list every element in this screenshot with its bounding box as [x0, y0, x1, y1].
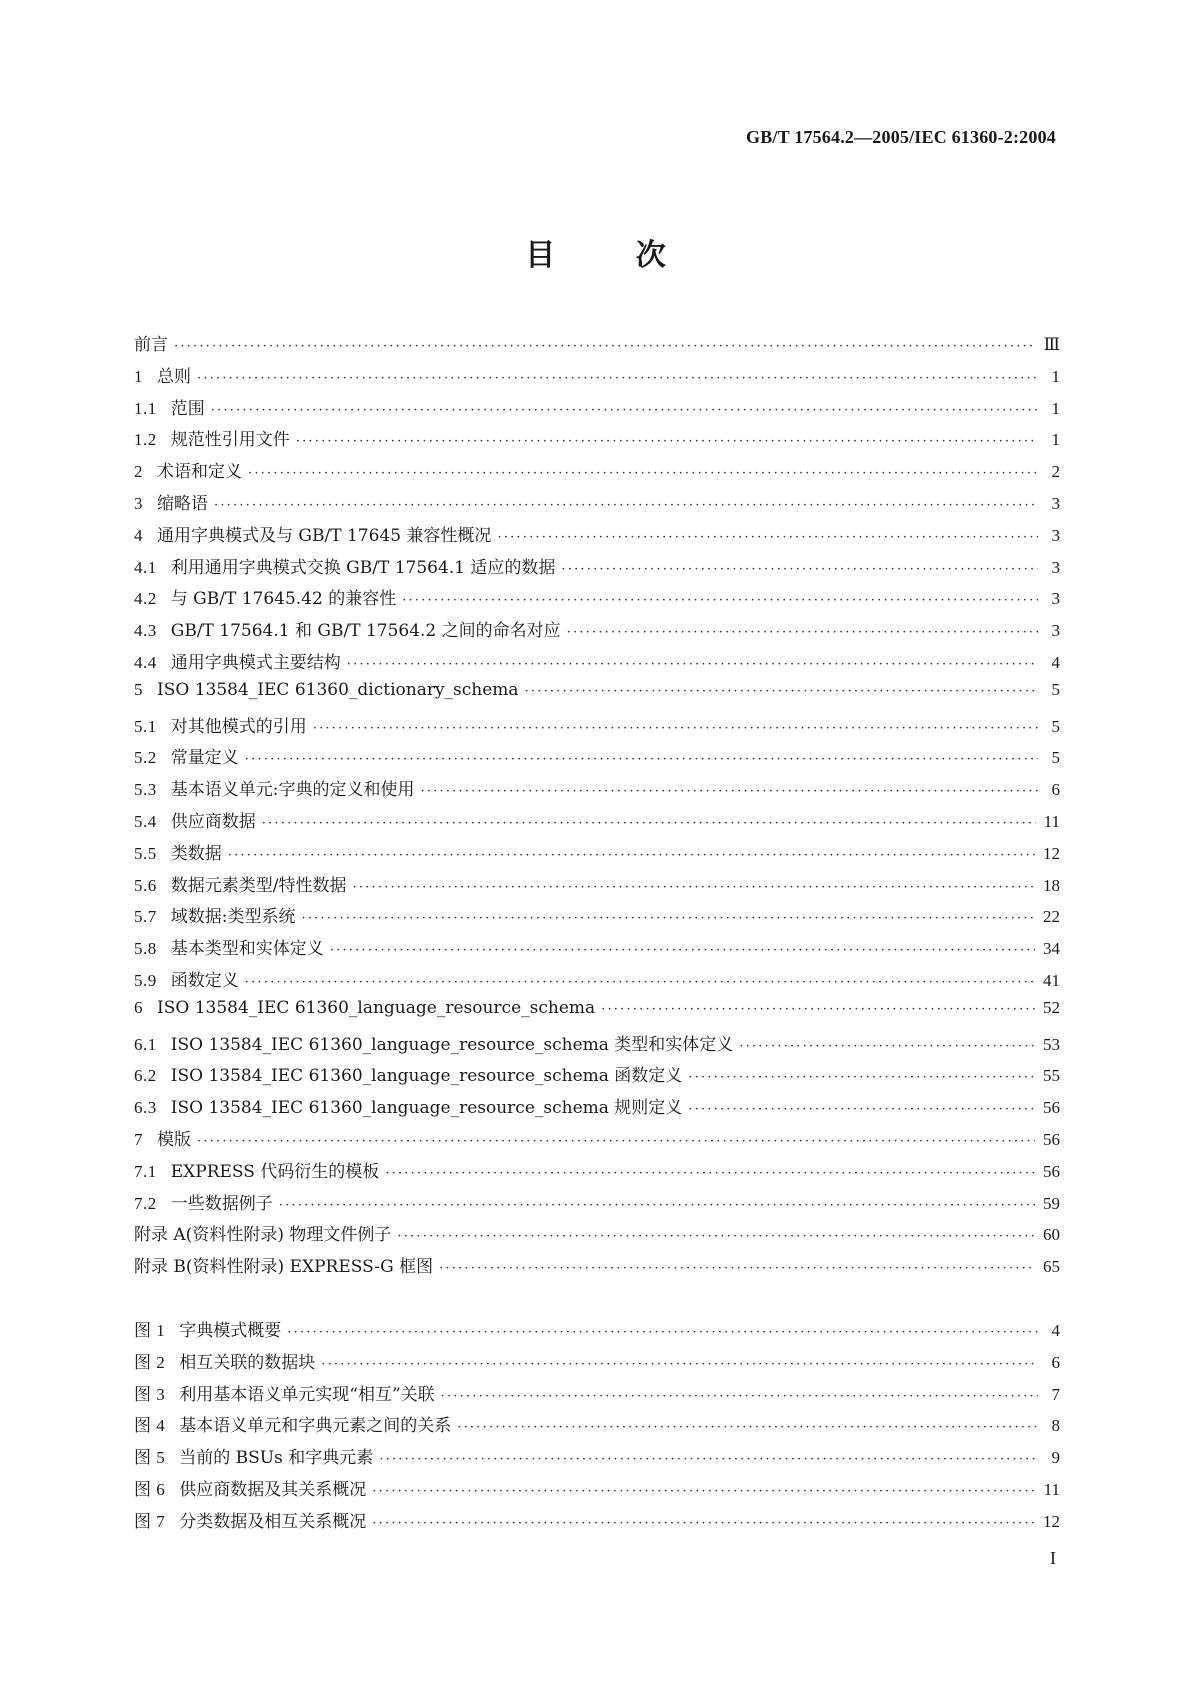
toc-entry[interactable]	[134, 330, 1060, 362]
figure-entry-number: 图 1	[134, 1321, 166, 1340]
figure-entry-page: 8	[1051, 1416, 1060, 1436]
dot-leader	[688, 1070, 1035, 1085]
figure-entry-number: 图 4	[134, 1416, 166, 1436]
toc-entry[interactable]	[134, 966, 1060, 998]
dot-leader	[601, 1002, 1035, 1017]
toc-entry-title: 常量定义	[170, 748, 239, 769]
toc-entry-page: 41	[1043, 970, 1060, 990]
toc-entry[interactable]	[134, 934, 1060, 966]
footer-page-number: I	[1050, 1548, 1056, 1568]
dot-leader	[330, 943, 1035, 958]
toc-entry-number: 2	[134, 462, 143, 482]
figure-entry[interactable]	[134, 1507, 1060, 1539]
toc-entry[interactable]	[134, 712, 1060, 744]
toc-entry-page: 1	[1051, 430, 1060, 450]
toc-entry-title: ISO 13584_IEC 61360_language_resource_schema 函数定义	[170, 1066, 683, 1087]
figure-entry-page: 4	[1051, 1321, 1060, 1340]
standard-code: GB/T 17564.2—2005/IEC 61360-2:2004	[746, 127, 1056, 147]
page-title: 目 次	[525, 238, 666, 273]
dot-leader	[441, 1389, 1038, 1404]
toc-entry-title: 术语和定义	[157, 462, 242, 483]
toc-entry[interactable]	[134, 775, 1060, 807]
toc-entry-number: 6.3	[134, 1098, 157, 1118]
dot-leader	[279, 1198, 1035, 1213]
dot-leader	[228, 848, 1035, 863]
toc-entry[interactable]	[134, 457, 1060, 489]
toc-entry-page: 53	[1043, 1034, 1060, 1054]
toc-entry-page: 5	[1051, 716, 1060, 736]
toc-entry[interactable]	[134, 1220, 1060, 1252]
dot-leader	[567, 625, 1038, 640]
figure-entry[interactable]	[134, 1475, 1060, 1507]
toc-entry[interactable]	[134, 902, 1060, 934]
toc-entry-title: 缩略语	[157, 493, 208, 514]
toc-entry-number: 7	[134, 1129, 143, 1149]
dot-leader	[372, 1484, 1035, 1499]
toc-entry-title: 基本类型和实体定义	[170, 939, 324, 960]
toc-entry[interactable]	[134, 1252, 1060, 1284]
toc-entry-title: 与 GB/T 17645.42 的兼容性	[170, 589, 397, 610]
toc-entry[interactable]	[134, 743, 1060, 775]
toc-entry-title: 供应商数据	[170, 811, 256, 832]
toc-entry-title: 范围	[170, 398, 205, 419]
toc-entry[interactable]	[134, 425, 1060, 457]
toc-entry-number: 4.3	[134, 621, 157, 641]
figure-entry[interactable]	[134, 1348, 1060, 1380]
toc-entry-number: 4.2	[134, 589, 157, 609]
figure-entry-page: 9	[1051, 1448, 1060, 1468]
toc-entry-title: 模版	[157, 1129, 191, 1150]
toc-entry-title: 类数据	[170, 843, 222, 864]
toc-entry-title: 基本语义单元:字典的定义和使用	[170, 780, 415, 801]
dot-leader	[385, 1166, 1035, 1181]
figure-entry-number: 图 6	[134, 1479, 166, 1499]
figure-entry-title: 分类数据及相互关系概况	[179, 1511, 367, 1532]
figure-entry-number: 图 2	[134, 1352, 166, 1372]
figure-entry-title: 供应商数据及其关系概况	[179, 1479, 367, 1500]
toc-entry-number: 4	[134, 525, 143, 545]
toc-entry-number: 3	[134, 493, 143, 513]
dot-leader	[739, 1039, 1035, 1054]
dot-leader	[457, 1420, 1038, 1435]
toc-entry-title: 前言	[134, 335, 168, 355]
toc-entry[interactable]	[134, 1189, 1060, 1221]
toc-entry-title: 对其他模式的引用	[170, 716, 307, 737]
toc-entry-title: 利用通用字典模式交换 GB/T 17564.1 适应的数据	[170, 557, 556, 578]
figure-entry[interactable]	[134, 1380, 1060, 1412]
figure-list	[134, 1316, 1060, 1539]
toc-entry-page: 18	[1043, 875, 1060, 895]
dot-leader	[420, 784, 1038, 799]
toc-entry[interactable]	[134, 1125, 1060, 1157]
dot-leader	[245, 752, 1038, 767]
dot-leader	[245, 975, 1035, 990]
toc-entry-page: 52	[1043, 997, 1060, 1017]
toc-entry-number: 1.2	[134, 430, 157, 450]
dot-leader	[301, 911, 1035, 926]
toc-entry-page: 4	[1051, 652, 1060, 672]
toc-entry-title: 一些数据例子	[170, 1193, 273, 1214]
toc-entry-number: 6	[134, 997, 143, 1017]
toc-entry-title: 附录 B(资料性附录) EXPRESS-G 框图	[134, 1257, 434, 1278]
toc-entry-page: 3	[1051, 525, 1060, 545]
figure-entry-title: 利用基本语义单元实现“相互”关联	[179, 1384, 435, 1405]
figure-entry-page: 6	[1051, 1352, 1060, 1372]
toc-entry-number: 1	[134, 366, 143, 386]
toc-entry-page: 65	[1043, 1257, 1060, 1277]
toc-entry-page: 5	[1051, 748, 1060, 768]
toc-entry[interactable]	[134, 680, 1060, 712]
toc-entry[interactable]	[134, 998, 1060, 1030]
toc-entry-title: 函数定义	[170, 970, 239, 991]
toc-entry-title: ISO 13584_IEC 61360_dictionary_schema	[157, 679, 519, 700]
dot-leader	[347, 657, 1038, 672]
dot-leader	[525, 684, 1038, 699]
dot-leader	[372, 1516, 1035, 1531]
toc-entry[interactable]	[134, 1061, 1060, 1093]
figure-entry-title: 相互关联的数据块	[179, 1352, 316, 1373]
figure-entry[interactable]	[134, 1411, 1060, 1443]
toc-entry-number: 5.9	[134, 970, 157, 990]
toc-entry-page: 34	[1043, 939, 1060, 959]
toc-entry-page: 55	[1043, 1066, 1060, 1086]
dot-leader	[402, 593, 1038, 608]
toc-entry[interactable]	[134, 584, 1060, 616]
toc-entry-page: 6	[1051, 780, 1060, 800]
toc-entry-number: 5.1	[134, 716, 157, 736]
dot-leader	[214, 498, 1038, 513]
toc-entry-number: 5.5	[134, 843, 157, 863]
figure-entry-title: 当前的 BSUs 和字典元素	[179, 1448, 374, 1469]
dot-leader	[174, 339, 1036, 354]
toc-entry-page: 11	[1043, 811, 1060, 831]
toc-entry-title: 总则	[157, 366, 191, 387]
toc-entry-title: GB/T 17564.1 和 GB/T 17564.2 之间的命名对应	[170, 621, 561, 642]
toc-entry[interactable]	[134, 1030, 1060, 1062]
toc-entry[interactable]	[134, 521, 1060, 553]
toc-entry[interactable]	[134, 616, 1060, 648]
toc-entry-page: 56	[1043, 1161, 1060, 1181]
toc-entry-page: 56	[1043, 1129, 1060, 1149]
dot-leader	[211, 403, 1038, 418]
toc-entry-title: 通用字典模式主要结构	[170, 652, 341, 673]
figure-entry-title: 基本语义单元和字典元素之间的关系	[179, 1416, 452, 1437]
toc-entry-page: 3	[1051, 493, 1060, 513]
figure-entry-page: 7	[1051, 1384, 1060, 1404]
toc-entry[interactable]	[134, 807, 1060, 839]
toc-entry-number: 4.4	[134, 652, 157, 672]
toc-entry-number: 7.2	[134, 1193, 157, 1213]
dot-leader	[439, 1261, 1035, 1276]
toc-entry[interactable]	[134, 489, 1060, 521]
figure-entry-page: 12	[1043, 1511, 1060, 1531]
figure-entry-number: 图 7	[134, 1511, 166, 1531]
figure-entry-title: 字典模式概要	[179, 1321, 282, 1341]
toc-entry-number: 7.1	[134, 1161, 157, 1181]
toc-entry-number: 5.3	[134, 780, 157, 800]
toc-entry-title: EXPRESS 代码衍生的模板	[170, 1161, 380, 1182]
toc-entry-title: 域数据:类型系统	[170, 907, 296, 928]
toc-entry-number: 5.6	[134, 875, 157, 895]
figure-entry-number: 图 3	[134, 1384, 166, 1404]
toc-entry[interactable]	[134, 1157, 1060, 1189]
toc-entry[interactable]	[134, 871, 1060, 903]
toc-entry[interactable]	[134, 394, 1060, 426]
toc-entry-page: 59	[1043, 1193, 1060, 1213]
table-of-contents	[134, 330, 1060, 1284]
dot-leader	[197, 1134, 1035, 1149]
dot-leader	[561, 562, 1038, 577]
toc-entry-number: 5.7	[134, 907, 157, 927]
toc-entry-page: 56	[1043, 1098, 1060, 1118]
toc-entry-number: 6.2	[134, 1066, 157, 1086]
toc-entry[interactable]	[134, 362, 1060, 394]
dot-leader	[313, 721, 1038, 736]
dot-leader	[688, 1102, 1035, 1117]
dot-leader	[379, 1452, 1038, 1467]
dot-leader	[262, 816, 1036, 831]
toc-entry-page: 3	[1051, 589, 1060, 609]
toc-entry[interactable]	[134, 553, 1060, 585]
toc-entry-number: 5.4	[134, 811, 157, 831]
toc-entry-number: 1.1	[134, 398, 157, 418]
toc-entry-page: 3	[1051, 621, 1060, 641]
toc-entry-title: 附录 A(资料性附录) 物理文件例子	[134, 1225, 392, 1246]
dot-leader	[197, 371, 1038, 386]
toc-entry[interactable]	[134, 648, 1060, 680]
dot-leader	[497, 530, 1038, 545]
toc-entry[interactable]	[134, 839, 1060, 871]
toc-entry[interactable]	[134, 1093, 1060, 1125]
toc-entry-title: 数据元素类型/特性数据	[170, 875, 347, 896]
dot-leader	[296, 434, 1038, 449]
toc-entry-page: 12	[1043, 843, 1060, 863]
toc-entry-number: 6.1	[134, 1034, 157, 1054]
toc-entry-page: 3	[1051, 557, 1060, 577]
figure-entry[interactable]	[134, 1443, 1060, 1475]
figure-entry-page: 11	[1043, 1479, 1060, 1499]
toc-entry-page: 1	[1051, 366, 1060, 386]
figure-entry-number: 图 5	[134, 1448, 166, 1468]
dot-leader	[397, 1229, 1035, 1244]
toc-entry-title: ISO 13584_IEC 61360_language_resource_schema	[157, 997, 596, 1018]
toc-entry-page: 2	[1051, 462, 1060, 482]
toc-entry-page: 22	[1043, 907, 1060, 927]
toc-entry-title: 通用字典模式及与 GB/T 17645 兼容性概况	[157, 525, 492, 546]
toc-entry-number: 5.8	[134, 939, 157, 959]
dot-leader	[321, 1357, 1038, 1372]
toc-entry-title: ISO 13584_IEC 61360_language_resource_schema 类型和实体定义	[170, 1034, 734, 1055]
toc-entry-number: 5	[134, 679, 143, 699]
figure-entry[interactable]	[134, 1316, 1060, 1348]
dot-leader	[287, 1325, 1038, 1340]
dot-leader	[352, 880, 1035, 895]
dot-leader	[248, 466, 1038, 481]
toc-entry-number: 5.2	[134, 748, 157, 768]
toc-entry-title: 规范性引用文件	[170, 430, 290, 451]
toc-entry-title: ISO 13584_IEC 61360_language_resource_schema 规则定义	[170, 1098, 683, 1119]
toc-entry-number: 4.1	[134, 557, 157, 577]
toc-entry-page: 60	[1043, 1225, 1060, 1245]
toc-entry-page: 5	[1051, 679, 1060, 699]
toc-entry-page: Ⅲ	[1043, 335, 1060, 354]
toc-entry-page: 1	[1051, 398, 1060, 418]
